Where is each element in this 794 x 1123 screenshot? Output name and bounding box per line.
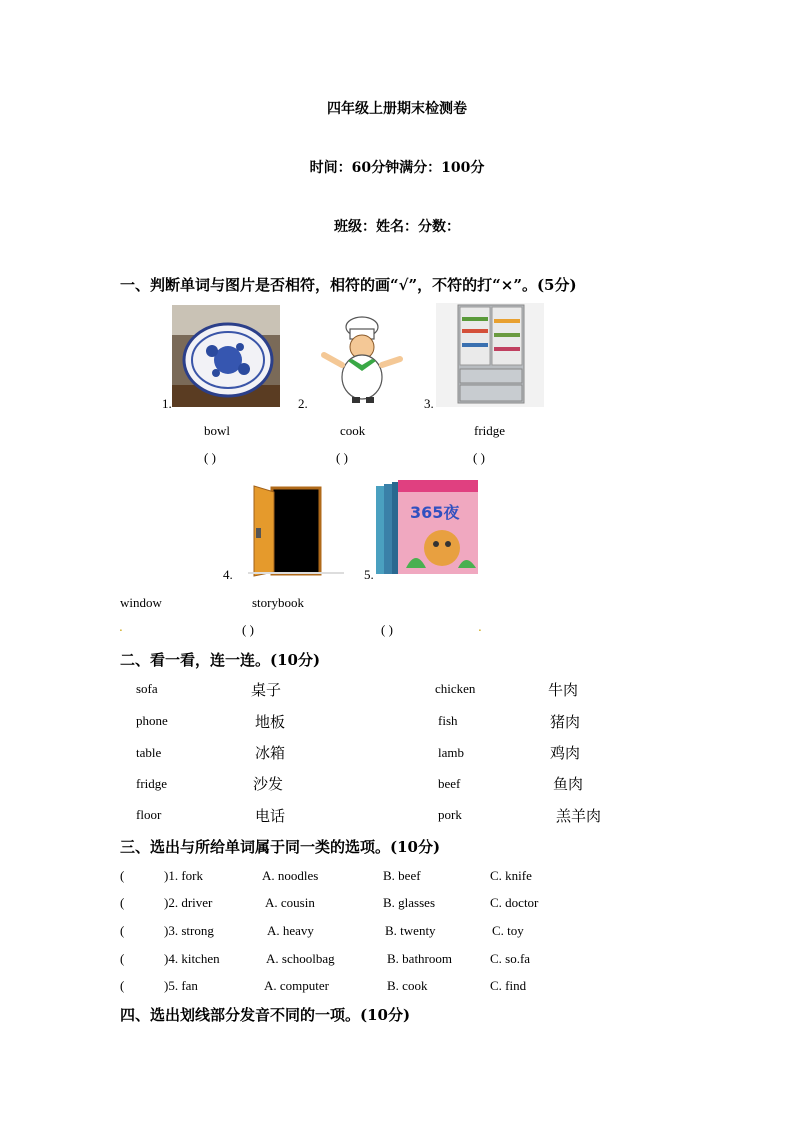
answer-paren[interactable]: (	[120, 978, 125, 993]
section2-heading: 二、看一看，连一连。(10分)	[120, 651, 321, 669]
match-left-en: table	[136, 745, 162, 760]
item1-number: 1.	[162, 396, 172, 411]
item1-word: bowl	[204, 423, 230, 438]
fridge-image	[436, 303, 544, 407]
match-left-cn: 桌子	[251, 681, 282, 699]
option-a: A. computer	[264, 978, 329, 993]
item3-word: fridge	[474, 423, 506, 438]
match-right-cn: 鱼肉	[553, 775, 584, 793]
match-right-cn: 羔羊肉	[556, 807, 602, 825]
chef-image	[312, 313, 408, 409]
item2-number: 2.	[298, 396, 308, 411]
item1-answer-paren[interactable]: ( )	[204, 450, 216, 465]
match-right-en: lamb	[438, 745, 464, 760]
option-c: C. doctor	[490, 895, 539, 910]
question-stem: )3. strong	[164, 923, 214, 938]
question-stem: )5. fan	[164, 978, 198, 993]
section3-heading: 三、选出与所给单词属于同一类的选项。(10分)	[120, 838, 441, 856]
match-left-en: phone	[136, 713, 168, 728]
answer-paren[interactable]: (	[120, 895, 125, 910]
option-c: C. so.fa	[490, 951, 531, 966]
match-right-en: pork	[438, 807, 462, 822]
page-title: 四年级上册期末检测卷	[327, 101, 467, 117]
option-b: B. twenty	[385, 923, 436, 938]
match-left-en: sofa	[136, 681, 158, 696]
option-a: A. cousin	[265, 895, 315, 910]
books-image	[376, 478, 480, 576]
option-a: A. heavy	[267, 923, 314, 938]
match-right-cn: 鸡肉	[550, 744, 581, 762]
plate-image	[172, 305, 280, 407]
item3-answer-paren[interactable]: ( )	[473, 450, 485, 465]
stray-dot: .	[119, 620, 123, 634]
option-b: B. glasses	[383, 895, 435, 910]
option-c: C. find	[490, 978, 527, 993]
question-stem: )4. kitchen	[164, 951, 220, 966]
info-line: 班级：姓名：分数：	[334, 219, 460, 235]
item2-word: cook	[340, 423, 366, 438]
item3-number: 3.	[424, 396, 434, 411]
option-b: B. cook	[387, 978, 428, 993]
option-a: A. schoolbag	[266, 951, 335, 966]
question-stem: )1. fork	[164, 868, 203, 883]
time-line: 时间：60分钟满分：100分	[309, 160, 485, 176]
match-left-cn: 冰箱	[255, 744, 286, 762]
section4-heading: 四、选出划线部分发音不同的一项。(10分)	[120, 1006, 411, 1024]
option-a: A. noodles	[262, 868, 319, 883]
option-b: B. bathroom	[387, 951, 452, 966]
item2-answer-paren[interactable]: ( )	[336, 450, 348, 465]
item5-word: storybook	[252, 595, 304, 610]
section1-heading: 一、判断单词与图片是否相符，相符的画“√”，不符的打“×”。(5分)	[120, 276, 577, 294]
stray-dot-2: .	[478, 620, 482, 634]
match-right-en: chicken	[435, 681, 476, 696]
item4-word: window	[120, 595, 162, 610]
item5-answer-paren[interactable]: ( )	[381, 622, 393, 637]
item4-number: 4.	[223, 567, 233, 582]
option-b: B. beef	[383, 868, 421, 883]
option-c: C. knife	[490, 868, 532, 883]
match-left-cn: 地板	[255, 713, 286, 731]
match-right-en: beef	[438, 776, 461, 791]
book-cover-title: 365夜	[410, 503, 460, 522]
match-right-cn: 猪肉	[550, 713, 581, 731]
question-stem: )2. driver	[164, 895, 213, 910]
item5-number: 5.	[364, 567, 374, 582]
item4-answer-paren[interactable]: ( )	[242, 622, 254, 637]
option-c: C. toy	[492, 923, 524, 938]
match-right-en: fish	[438, 713, 458, 728]
answer-paren[interactable]: (	[120, 868, 125, 883]
door-image	[246, 484, 344, 578]
match-left-cn: 电话	[255, 807, 286, 825]
match-right-cn: 牛肉	[548, 681, 579, 699]
answer-paren[interactable]: (	[120, 923, 125, 938]
match-left-cn: 沙发	[253, 775, 284, 793]
match-left-en: floor	[136, 807, 162, 822]
match-left-en: fridge	[136, 776, 168, 791]
answer-paren[interactable]: (	[120, 951, 125, 966]
